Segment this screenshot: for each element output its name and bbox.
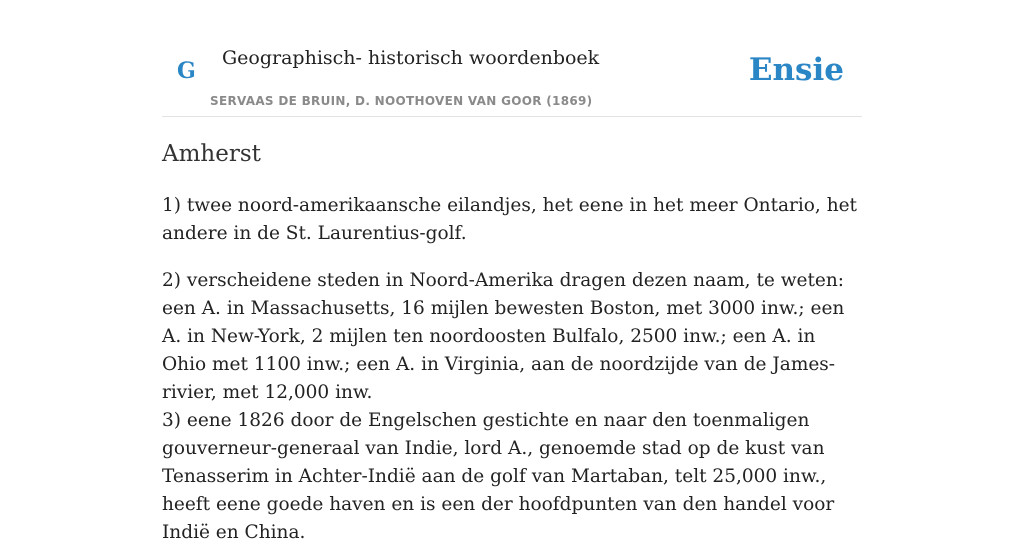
entry-definition [162, 192, 862, 547]
definition-paragraph: 1) twee noord-amerikaansche eilandjes, het eene in het meer Ontario, het andere in de St. Laurentius-golf. [162, 195, 857, 244]
definition-paragraph: 2) verscheidene steden in Noord-Amerika dragen dezen naam, te weten: een A. in Massachusetts, 16 mijlen bewesten Boston, met 3000 inw.; een A. in New-York, 2 mijlen ten noordoosten Bulfalo, 2500 inw.; een A. in Ohio met 1100 inw.; een A. in Virginia, aan de noordzijde van de James-rivier, met 12,000 inw. [162, 270, 845, 403]
definition-paragraph: 3) eene 1826 door de Engelschen gestichte en naar den toenmaligen gouverneur-generaal van Indie, lord A., genoemde stad op de kust van Tenasserim in Achter-Indië aan de golf van Martaban, telt 25,000 inw., heeft eene goede haven en is een der hoofdpunten van den handel voor Indië en China. [162, 410, 835, 543]
dictionary-header [162, 40, 862, 117]
dictionary-authors: SERVAAS DE BRUIN, D. NOOTHOVEN VAN GOOR (1869) [210, 94, 593, 108]
ensie-logo[interactable]: Ensie [748, 52, 844, 88]
dictionary-title[interactable]: Geographisch- historisch woordenboek [222, 47, 600, 69]
entry-title: Amherst [162, 141, 261, 167]
entry [162, 138, 862, 547]
dictionary-letter-icon: G [177, 58, 196, 84]
